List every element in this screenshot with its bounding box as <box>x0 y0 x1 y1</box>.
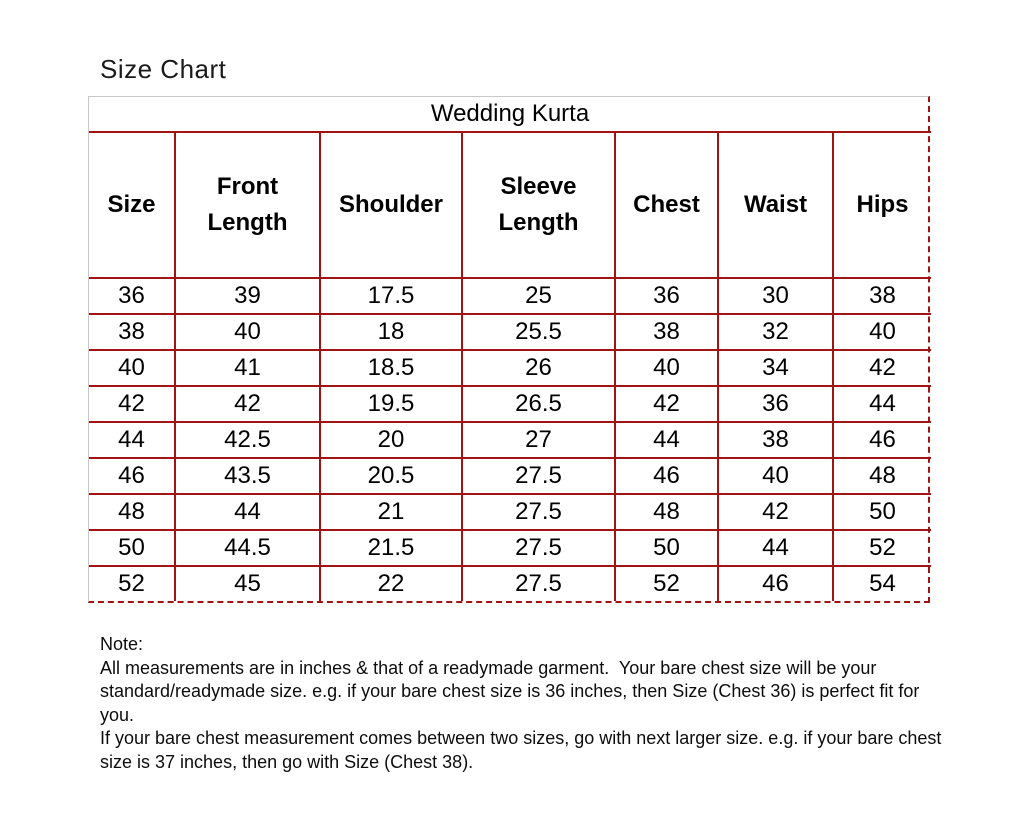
table-cell: 44.5 <box>175 530 320 566</box>
table-row <box>89 422 931 458</box>
column-header-shoulder: Shoulder <box>320 132 462 278</box>
table-cell: 40 <box>175 314 320 350</box>
table-cell: 42.5 <box>175 422 320 458</box>
table-cell: 43.5 <box>175 458 320 494</box>
table-cell: 46 <box>615 458 718 494</box>
column-header-chest: Chest <box>615 132 718 278</box>
table-cell: 20.5 <box>320 458 462 494</box>
table-cell: 42 <box>89 386 175 422</box>
table-cell: 42 <box>718 494 833 530</box>
table-cell: 17.5 <box>320 278 462 314</box>
column-header-sleeve-length: Sleeve Length <box>462 132 615 278</box>
table-cell: 27.5 <box>462 458 615 494</box>
table-row <box>89 530 931 566</box>
table-cell: 40 <box>89 350 175 386</box>
table-row <box>89 314 931 350</box>
table-cell: 26 <box>462 350 615 386</box>
table-cell: 44 <box>615 422 718 458</box>
table-cell: 48 <box>615 494 718 530</box>
table-row <box>89 458 931 494</box>
table-cell: 25 <box>462 278 615 314</box>
table-cell: 46 <box>718 566 833 601</box>
table-cell: 48 <box>89 494 175 530</box>
table-cell: 20 <box>320 422 462 458</box>
note-section <box>100 633 948 774</box>
column-header-front-length: Front Length <box>175 132 320 278</box>
table-cell: 25.5 <box>462 314 615 350</box>
table-cell: 36 <box>718 386 833 422</box>
table-row <box>89 278 931 314</box>
table-cell: 46 <box>89 458 175 494</box>
table-cell: 42 <box>175 386 320 422</box>
size-chart-table <box>89 97 931 601</box>
table-cell: 18 <box>320 314 462 350</box>
table-cell: 54 <box>869 570 896 597</box>
table-cell: 42 <box>615 386 718 422</box>
table-cell: 30 <box>718 278 833 314</box>
table-body <box>89 278 931 601</box>
table-title: Wedding Kurta <box>89 97 931 132</box>
table-cell: 52 <box>615 566 718 601</box>
column-header-hips: Hips <box>833 132 931 278</box>
table-cell: 32 <box>718 314 833 350</box>
table-cell: 52 <box>833 530 931 566</box>
note-paragraph: All measurements are in inches & that of a readymade garment. Your bare chest size will be your standard/readymade size. e.g. if your bare chest size is 36 inches, then Size (Chest 36) is perfect fit for you. <box>100 657 925 725</box>
table-cell: 40 <box>615 350 718 386</box>
page-title: Size Chart <box>100 54 227 84</box>
table-cell: 44 <box>175 494 320 530</box>
table-cell: 44 <box>89 422 175 458</box>
table-title-row <box>89 97 931 132</box>
table-cell: 39 <box>175 278 320 314</box>
table-cell: 40 <box>718 458 833 494</box>
table-cell: 27.5 <box>462 566 615 601</box>
table-cell: 45 <box>175 566 320 601</box>
table-cell: 21 <box>320 494 462 530</box>
table-cell: 27.5 <box>462 494 615 530</box>
table-cell: 38 <box>718 422 833 458</box>
table-cell: 27 <box>462 422 615 458</box>
table-cell: 48 <box>833 458 931 494</box>
table-cell: 34 <box>718 350 833 386</box>
table-cell: 18.5 <box>320 350 462 386</box>
table-cell: 38 <box>89 314 175 350</box>
table-cell: 36 <box>89 278 175 314</box>
note-paragraph: If your bare chest measurement comes between two sizes, go with next larger size. e.g. if your bare chest size is 37 inches, then go with Size (Chest 38). <box>100 728 947 772</box>
table-row <box>89 494 931 530</box>
table-cell: 40 <box>833 314 931 350</box>
table-cell: 44 <box>833 386 931 422</box>
table-cell: 46 <box>833 422 931 458</box>
table-cell: 50 <box>615 530 718 566</box>
table-cell: 19.5 <box>320 386 462 422</box>
table-cell: 22 <box>320 566 462 601</box>
table-cell: 21.5 <box>320 530 462 566</box>
column-header-size: Size <box>89 132 175 278</box>
table-cell: 26.5 <box>462 386 615 422</box>
table-row <box>89 386 931 422</box>
table-cell: 27.5 <box>462 530 615 566</box>
table-row <box>89 566 931 601</box>
table-cell: 52 <box>89 566 175 601</box>
header-row <box>89 132 931 278</box>
table-cell: 38 <box>833 278 931 314</box>
table-cell: 44 <box>718 530 833 566</box>
table-cell: 42 <box>833 350 931 386</box>
column-header-waist: Waist <box>718 132 833 278</box>
table-cell: 50 <box>833 494 931 530</box>
table-cell: 36 <box>615 278 718 314</box>
table-row <box>89 350 931 386</box>
size-chart-table-container <box>88 96 930 603</box>
table-cell: 41 <box>175 350 320 386</box>
table-cell: 50 <box>89 530 175 566</box>
table-cell: 38 <box>615 314 718 350</box>
note-label: Note: <box>100 634 144 654</box>
